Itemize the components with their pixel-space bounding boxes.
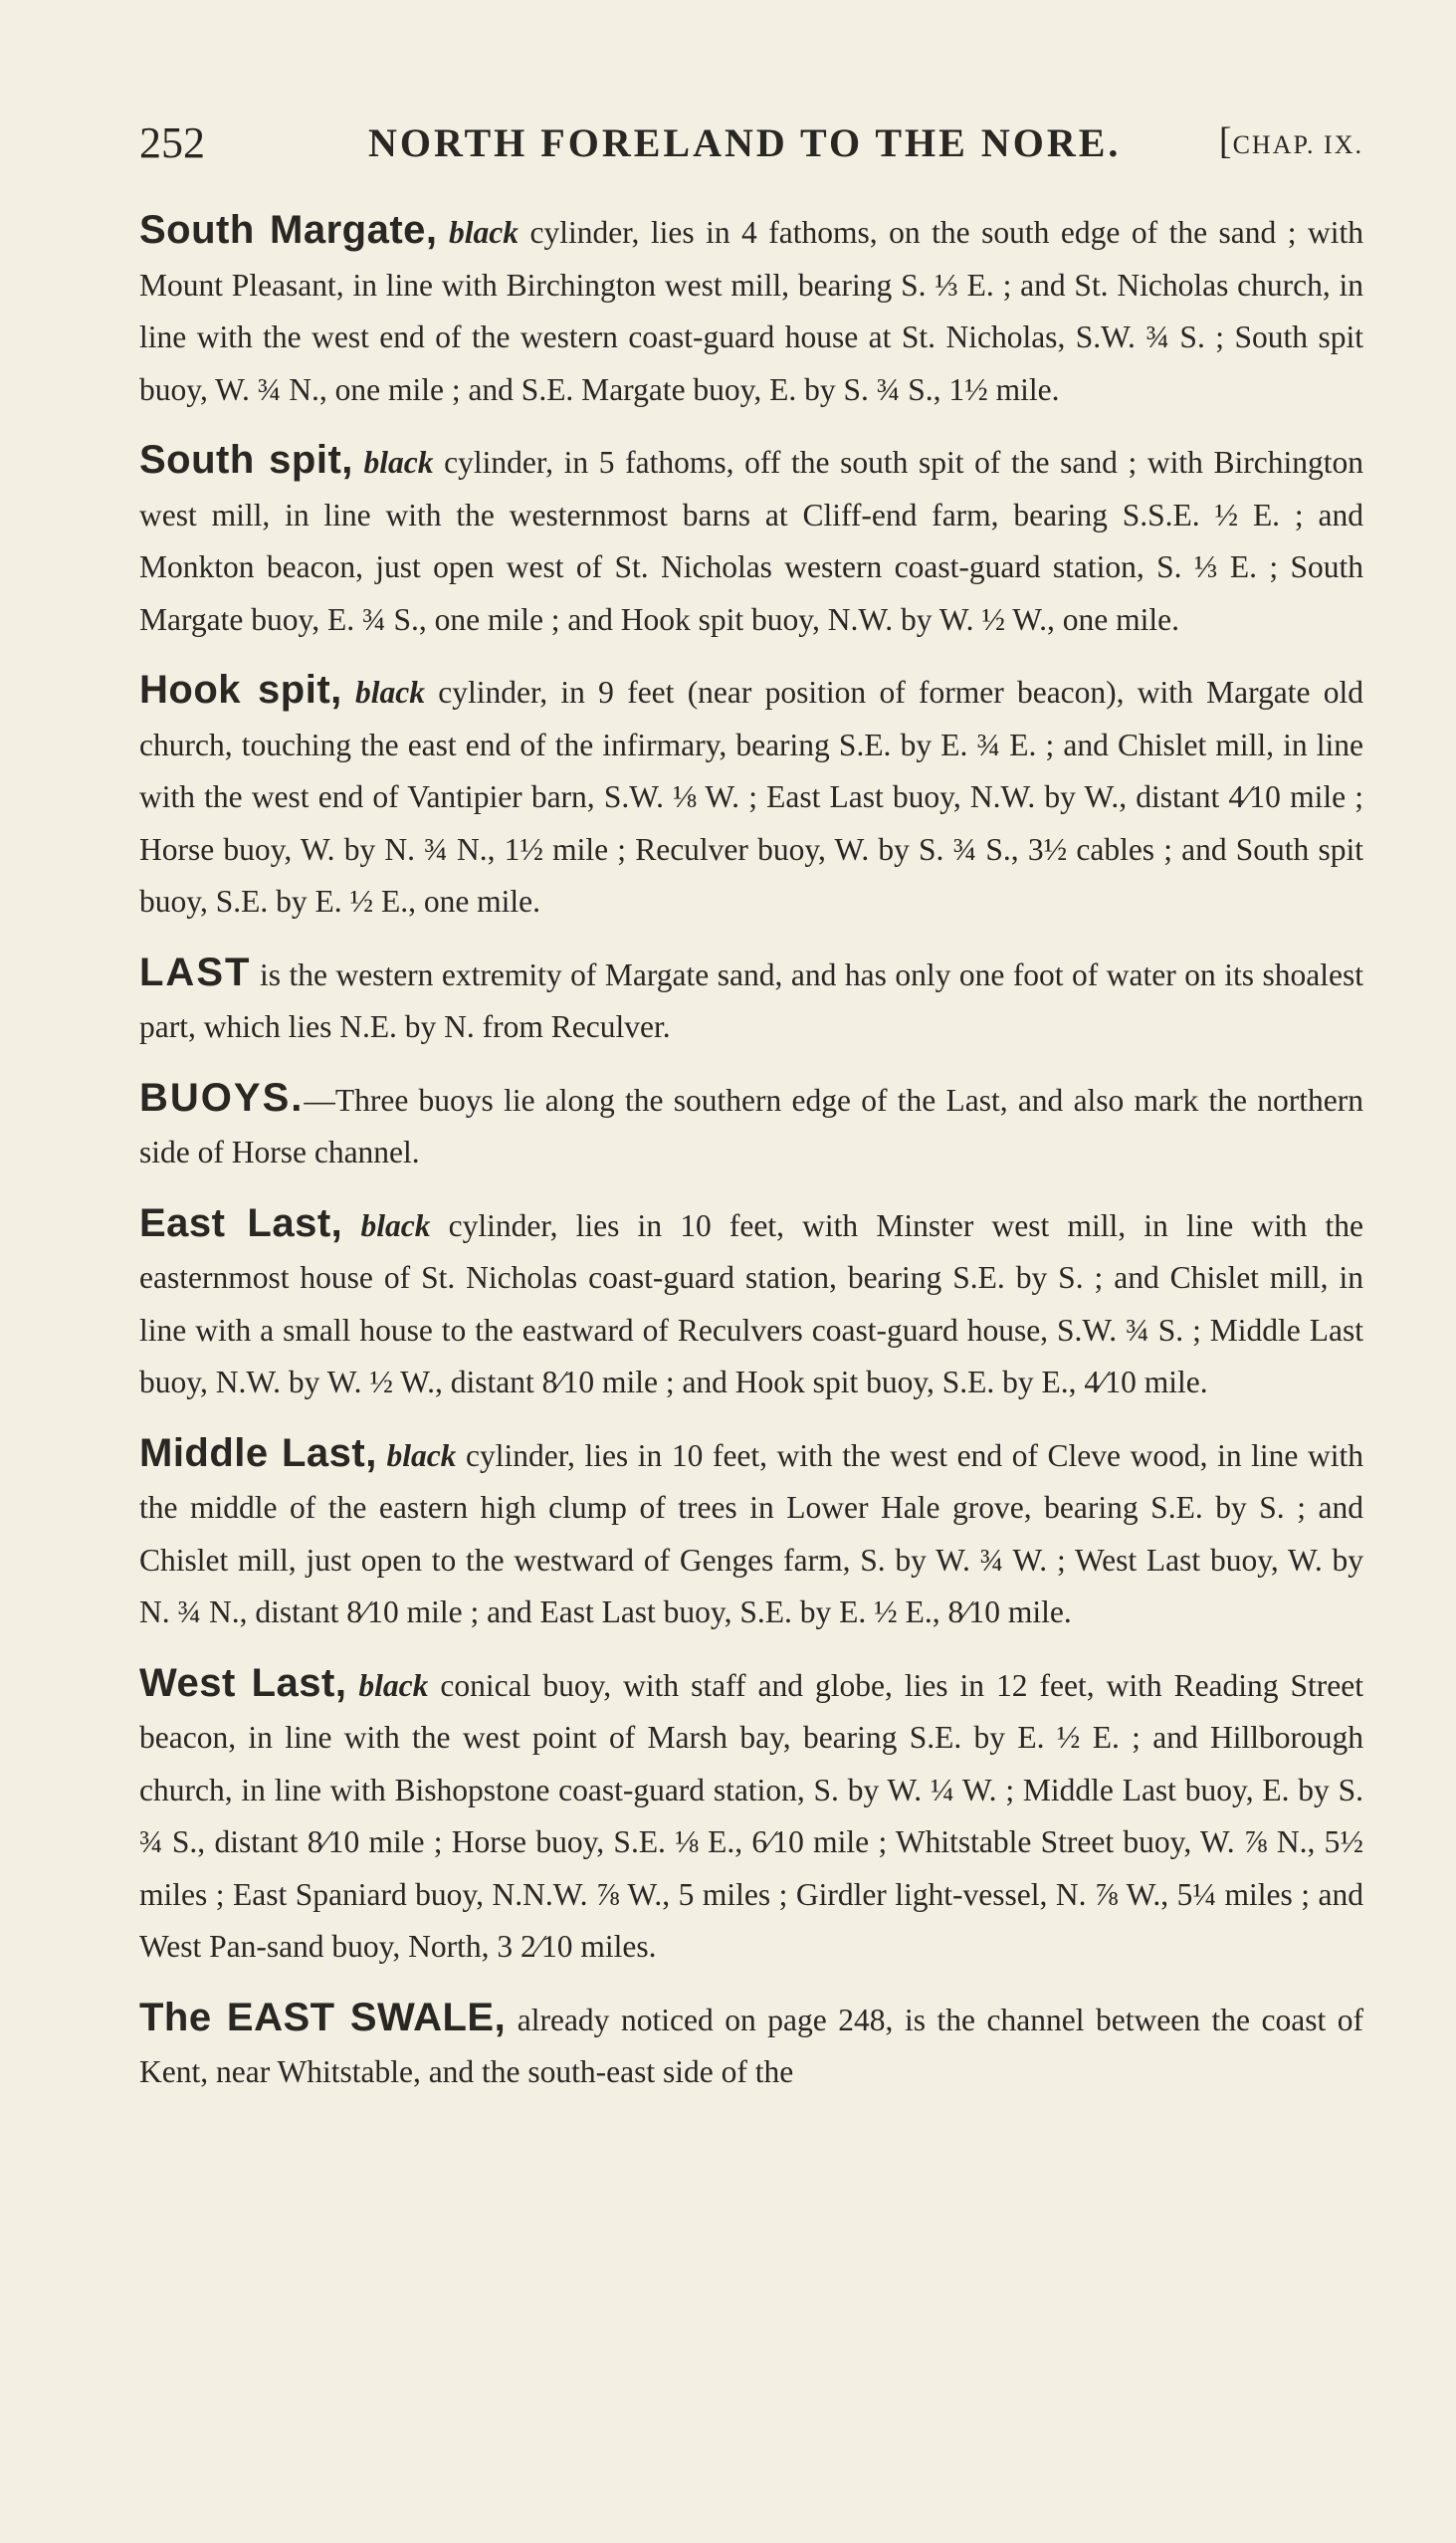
entry-hook-spit	[139, 664, 1363, 929]
entry-text: cylinder, lies in 10 feet, with the west end of Cleve wood, in line with the middle of the eastern high clump of trees in Lower Hale grove, bearing S.E. by S. ; and Chislet mill, just open to the westward of Genges farm, S. by W. ¾ W. ; West Last buoy, W. by N. ¾ N., distant 8⁄10 mile ; and East Last buoy, S.E. by E. ½ E., 8⁄10 mile.	[139, 1437, 1363, 1629]
entry-text: cylinder, lies in 10 feet, with Minster west mill, in line with the easternmost house of St. Nicholas coast-guard station, bearing S.E. by S. ; and Chislet mill, in line with a small house to the eastward of Reculvers coast-guard house, S.W. ¾ S. ; Middle Last buoy, N.W. by W. ½ W., distant 8⁄10 mile ; and Hook spit buoy, S.E. by E., 4⁄10 mile.	[139, 1207, 1364, 1399]
entry-text: already noticed on page 248, is the channel between the coast of Kent, near Whitstable, and the south-east side of the	[139, 2002, 1364, 2089]
entry-heading: Hook spit,	[139, 668, 342, 712]
entry-text: cylinder, lies in 4 fathoms, on the south edge of the sand ; with Mount Pleasant, in line with Birchington west mill, bearing S. ⅓ E. ; and St. Nicholas church, in line with the west end of the western coast-guard house at St. Nicholas, S.W. ¾ S. ; South spit buoy, W. ¾ N., one mile ; and S.E. Margate buoy, E. by S. ¾ S., 1½ mile.	[139, 215, 1364, 407]
entry-south-spit	[139, 434, 1363, 646]
entry-descriptor: black	[358, 1667, 429, 1703]
entry-descriptor: black	[360, 1207, 431, 1243]
entry-west-last	[139, 1657, 1363, 1974]
entry-descriptor: black	[355, 675, 426, 710]
entry-heading: South spit,	[139, 438, 353, 482]
page-body	[139, 204, 1363, 2117]
entry-east-last	[139, 1197, 1363, 1409]
running-title: NORTH FORELAND TO THE NORE.	[368, 120, 1122, 165]
entry-heading: East Last,	[139, 1200, 343, 1245]
chapter-ref	[1219, 119, 1363, 163]
page-number: 252	[139, 118, 205, 167]
entry-south-margate	[139, 204, 1363, 416]
entry-text: —Three buoys lie along the southern edge of the Last, and also mark the northern side of Horse channel.	[139, 1082, 1363, 1169]
entry-text: cylinder, in 5 fathoms, off the south spit of the sand ; with Birchington west mill, in line with the westernmost barns at Cliff-end farm, bearing S.S.E. ½ E. ; and Monkton beacon, just open west of St. Nicholas western coast-guard station, S. ⅓ E. ; South Margate buoy, E. ¾ S., one mile ; and Hook spit buoy, N.W. by W. ½ W., one mile.	[139, 445, 1364, 637]
entry-descriptor: black	[386, 1437, 457, 1473]
running-header	[139, 117, 1363, 177]
entry-middle-last	[139, 1427, 1363, 1639]
chapter-bracket: [	[1218, 120, 1233, 162]
entry-text: cylinder, in 9 feet (near position of former beacon), with Margate old church, touching the east end of the infirmary, bearing S.E. by E. ¾ E. ; and Chislet mill, in line with the west end of Vantipier barn, S.W. ⅛ W. ; East Last buoy, N.W. by W., distant 4⁄10 mile ; Horse buoy, W. by N. ¾ N., 1½ mile ; Reculver buoy, W. by S. ¾ S., 3½ cables ; and South spit buoy, S.E. by E. ½ E., one mile.	[139, 675, 1363, 919]
entry-heading: LAST	[139, 950, 252, 994]
entry-descriptor: black	[363, 445, 434, 480]
entry-text: conical buoy, with staff and globe, lies in 12 feet, with Reading Street beacon, in line with the west point of Marsh bay, bearing S.E. by E. ½ E. ; and Hillborough church, in line with Bishopstone coast-guard station, S. by W. ¼ W. ; Middle Last buoy, E. by S. ¾ S., distant 8⁄10 mile ; Horse buoy, S.E. ⅛ E., 6⁄10 mile ; Whitstable Street buoy, W. ⅞ N., 5½ miles ; East Spaniard buoy, N.N.W. ⅞ W., 5 miles ; Girdler light-vessel, N. ⅞ W., 5¼ miles ; and West Pan-sand buoy, North, 3 2⁄10 miles.	[139, 1667, 1363, 1964]
entry-heading: West Last,	[139, 1660, 347, 1705]
entry-text: is the western extremity of Margate sand, and has only one foot of water on its shoalest part, which lies N.E. by N. from Reculver.	[139, 956, 1364, 1044]
entry-east-swale	[139, 1992, 1363, 2099]
entry-heading: Middle Last,	[139, 1430, 377, 1475]
entry-descriptor: black	[449, 215, 520, 250]
entry-buoys	[139, 1072, 1363, 1179]
entry-heading: South Margate,	[139, 208, 438, 252]
chapter-label: CHAP. IX.	[1232, 130, 1363, 159]
entry-last	[139, 947, 1363, 1054]
entry-heading: The EAST SWALE,	[139, 1995, 507, 2039]
entry-heading: BUOYS.	[139, 1075, 305, 1120]
